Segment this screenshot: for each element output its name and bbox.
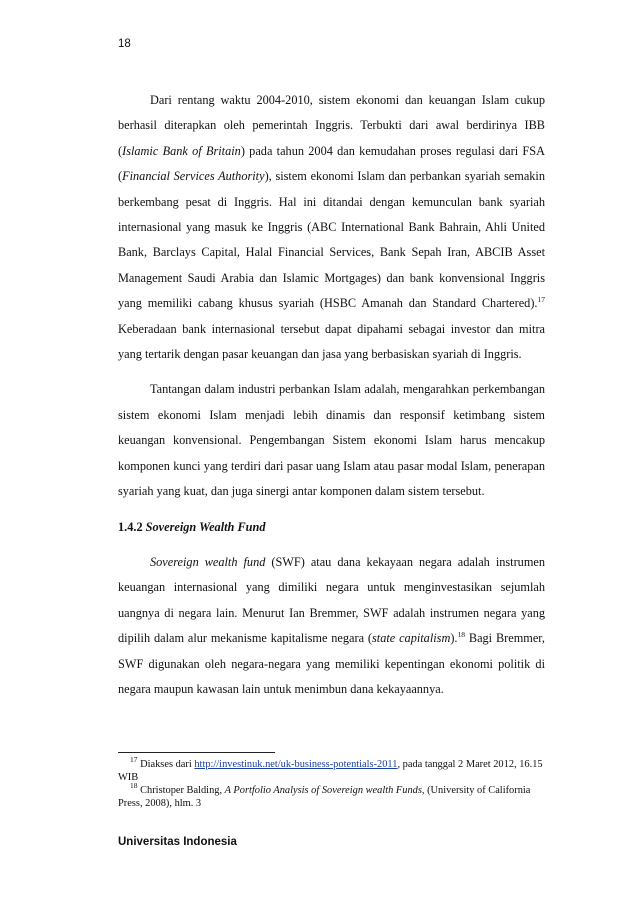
- section-heading: [118, 515, 545, 540]
- para1-text-2: ) pada tahun 2004 dan kemudahan proses regulasi dari FSA (: [118, 143, 545, 184]
- footnote-text: Diakses dari: [137, 759, 195, 770]
- page-number: 18: [118, 38, 131, 50]
- footnote-divider: [118, 752, 275, 753]
- para3-italic-state-capitalism: state capitalism: [372, 631, 451, 646]
- footnote-ref-18[interactable]: 18: [457, 630, 465, 640]
- footnote-ref-17[interactable]: 17: [537, 295, 545, 305]
- body-text: [118, 88, 545, 702]
- footnote-18: [118, 781, 545, 810]
- footnote-text: Christoper Balding,: [137, 785, 225, 796]
- footnote-17: [118, 755, 545, 784]
- para1-italic-fsa: Financial Services Authority: [122, 169, 265, 184]
- footer-institution: Universitas Indonesia: [118, 836, 237, 848]
- footnote-link[interactable]: http://investinuk.net/uk-business-potentials-2011: [194, 759, 398, 770]
- footnote-book-title: A Portfolio Analysis of Sovereign wealth Funds: [224, 785, 422, 796]
- para1-text-3: ), sistem ekonomi Islam dan perbankan syariah semakin berkembang pesat di Inggris. Hal ini ditandai dengan kemunculan bank syariah internasional yang masuk ke Inggris (ABC International Bank Bahrain, Ahli United Bank, Barclays Capital, Halal Financial Services, Bank Sepah Iran, ABCIB Asset Management Saudi Arabia dan Islamic Mortgages) dan bank konvensional Inggris yang memiliki cabang khusus syariah (HSBC Amanah dan Standard Chartered).: [118, 169, 545, 311]
- para3-text-3: Bagi Bremmer, SWF digunakan oleh negara-negara yang memiliki kepentingan ekonomi politik di negara maupun kawasan lain untuk menimbun dana kekayaannya.: [118, 631, 545, 696]
- footnotes: [118, 755, 545, 810]
- footnote-text: , pada tanggal 2 Maret 2012, 16.15 WIB: [118, 759, 543, 783]
- paragraph-2: Tantangan dalam industri perbankan Islam adalah, mengarahkan perkembangan sistem ekonomi Islam menjadi lebih dinamis dan responsif ketimbang sistem keuangan konvensional. Pengembangan Sistem ekonomi Islam harus mencakup komponen kunci yang terdiri dari pasar uang Islam atau pasar modal Islam, penerapan syariah yang kuat, dan juga sinergi antar komponen dalam sistem tersebut.: [118, 382, 545, 499]
- paragraph-3: [118, 550, 545, 702]
- para3-text-1: (SWF) atau dana kekayaan negara adalah instrumen keuangan internasional yang dimiliki negara untuk menginvestasikan sejumlah uangnya di negara lain. Menurut Ian Bremmer, SWF adalah instrumen negara yang dipilih dalam alur mekanisme kapitalisme negara (: [118, 554, 545, 646]
- section-title: Sovereign Wealth Fund: [145, 519, 266, 534]
- section-number: 1.4.2: [118, 519, 143, 534]
- footnote-number: 18: [130, 781, 138, 790]
- para1-italic-ibb: Islamic Bank of Britain: [122, 143, 241, 158]
- para1-text-4: Keberadaan bank internasional tersebut dapat dipahami sebagai investor dan mitra yang tertarik dengan pasar keuangan dan jasa yang berbasiskan syariah di Inggris.: [118, 321, 545, 362]
- para3-text-2: ).: [450, 631, 458, 646]
- paragraph-1: [118, 88, 545, 367]
- footnote-text: , (University of California Press, 2008), hlm. 3: [118, 785, 531, 809]
- footnote-number: 17: [130, 755, 138, 764]
- para1-text-1: Dari rentang waktu 2004-2010, sistem ekonomi dan keuangan Islam cukup berhasil diterapkan oleh pemerintah Inggris. Terbukti dari awal berdirinya IBB (: [118, 93, 545, 158]
- para3-italic-swf: Sovereign wealth fund: [150, 554, 266, 569]
